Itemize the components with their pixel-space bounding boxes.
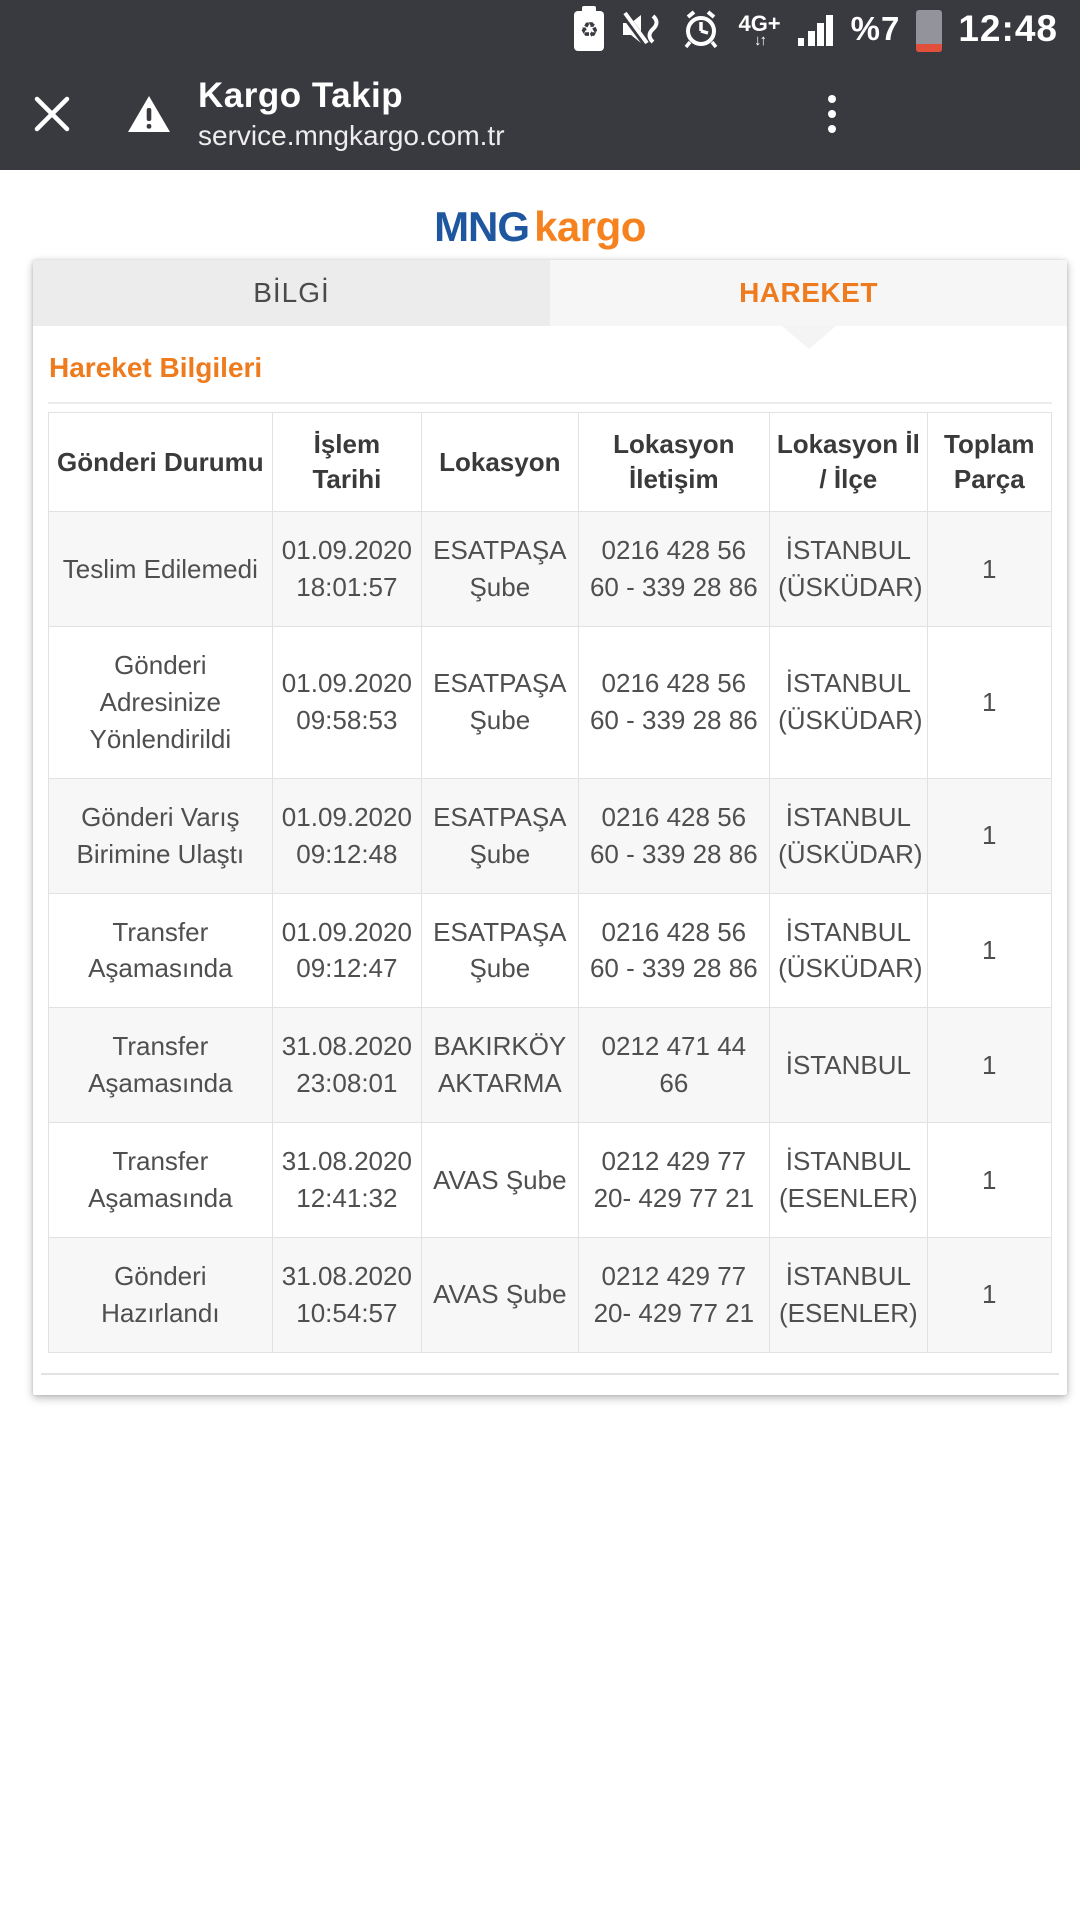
table-cell: ESATPAŞA Şube — [422, 778, 578, 893]
overflow-menu-icon[interactable] — [822, 89, 842, 139]
table-cell: 1 — [927, 778, 1051, 893]
tab-bilgi[interactable]: BİLGİ — [33, 260, 550, 326]
table-cell: Gönderi Adresinize Yönlendirildi — [49, 627, 273, 779]
table-cell: İSTANBUL — [770, 1008, 927, 1123]
table-cell: Gönderi Hazırlandı — [49, 1237, 273, 1352]
table-cell: 31.08.2020 23:08:01 — [272, 1008, 421, 1123]
table-cell: 0216 428 56 60 - 339 28 86 — [578, 893, 770, 1008]
table-cell: 31.08.2020 10:54:57 — [272, 1237, 421, 1352]
table-cell: İSTANBUL (ESENLER) — [770, 1123, 927, 1238]
logo-kargo: kargo — [534, 203, 646, 250]
table-cell: 0212 429 77 20- 429 77 21 — [578, 1237, 770, 1352]
table-cell: Teslim Edilemedi — [49, 512, 273, 627]
table-cell: 1 — [927, 627, 1051, 779]
table-cell: 0212 429 77 20- 429 77 21 — [578, 1123, 770, 1238]
battery-saver-icon — [574, 11, 604, 51]
table-cell: ESATPAŞA Şube — [422, 627, 578, 779]
table-cell: BAKIRKÖY AKTARMA — [422, 1008, 578, 1123]
table-cell: 0212 471 44 66 — [578, 1008, 770, 1123]
webpage — [0, 170, 1080, 1395]
table-row — [49, 1008, 1052, 1123]
table-cell: 1 — [927, 1237, 1051, 1352]
battery-low-level — [916, 44, 942, 52]
page-title: Kargo Takip — [198, 76, 404, 115]
alarm-icon — [680, 8, 722, 50]
column-header: Toplam Parça — [927, 413, 1051, 512]
security-warning-icon — [126, 93, 172, 135]
header-titles — [198, 76, 505, 152]
network-4g-plus — [738, 10, 781, 49]
network-type-label: 4G+ — [738, 10, 781, 36]
column-header: Lokasyon İl / İlçe — [770, 413, 927, 512]
table-row — [49, 1123, 1052, 1238]
movements-table — [48, 412, 1052, 1353]
column-header: Gönderi Durumu — [49, 413, 273, 512]
table-cell: 01.09.2020 09:12:48 — [272, 778, 421, 893]
table-cell: 01.09.2020 18:01:57 — [272, 512, 421, 627]
mng-kargo-logo — [434, 203, 646, 250]
table-cell: 0216 428 56 60 - 339 28 86 — [578, 778, 770, 893]
column-header: Lokasyon İletişim — [578, 413, 770, 512]
active-tab-notch — [782, 326, 836, 349]
tab-hareket[interactable]: HAREKET — [550, 260, 1067, 326]
table-cell: 1 — [927, 512, 1051, 627]
signal-bars-icon — [797, 10, 835, 48]
table-cell: İSTANBUL (ÜSKÜDAR) — [770, 627, 927, 779]
table-cell: Gönderi Varış Birimine Ulaştı — [49, 778, 273, 893]
tracking-card — [33, 260, 1067, 1395]
table-row — [49, 627, 1052, 779]
status-bar — [0, 0, 1080, 58]
table-cell: 01.09.2020 09:58:53 — [272, 627, 421, 779]
logo-mng: MNG — [434, 203, 530, 250]
section-title: Hareket Bilgileri — [49, 352, 263, 383]
section-divider — [48, 402, 1052, 404]
table-cell: 01.09.2020 09:12:47 — [272, 893, 421, 1008]
table-cell: ESATPAŞA Şube — [422, 512, 578, 627]
browser-header — [0, 58, 1080, 170]
battery-saver-glyph: ♻ — [580, 19, 599, 42]
table-cell: ESATPAŞA Şube — [422, 893, 578, 1008]
table-row — [49, 778, 1052, 893]
table-cell: 0216 428 56 60 - 339 28 86 — [578, 627, 770, 779]
close-icon[interactable] — [28, 90, 76, 138]
table-cell: 1 — [927, 1123, 1051, 1238]
bottom-divider — [41, 1373, 1059, 1375]
table-row — [49, 1237, 1052, 1352]
table-cell: 31.08.2020 12:41:32 — [272, 1123, 421, 1238]
table-cell: İSTANBUL (ÜSKÜDAR) — [770, 778, 927, 893]
battery-percent-label: %7 — [850, 10, 901, 47]
page-url: service.mngkargo.com.tr — [198, 120, 505, 151]
table-cell: Transfer Aşamasında — [49, 1008, 273, 1123]
column-header: Lokasyon — [422, 413, 578, 512]
table-cell: İSTANBUL (ÜSKÜDAR) — [770, 893, 927, 1008]
mute-vibrate-icon — [620, 9, 664, 49]
tab-bar — [33, 260, 1067, 326]
table-row — [49, 893, 1052, 1008]
table-row — [49, 512, 1052, 627]
table-cell: 1 — [927, 893, 1051, 1008]
table-cell: Transfer Aşamasında — [49, 893, 273, 1008]
column-header: İşlem Tarihi — [272, 413, 421, 512]
table-cell: İSTANBUL (ÜSKÜDAR) — [770, 512, 927, 627]
table-cell: AVAS Şube — [422, 1237, 578, 1352]
table-cell: AVAS Şube — [422, 1123, 578, 1238]
status-time: 12:48 — [958, 8, 1058, 49]
table-cell: İSTANBUL (ESENLER) — [770, 1237, 927, 1352]
table-cell: 0216 428 56 60 - 339 28 86 — [578, 512, 770, 627]
battery-low-icon — [916, 10, 942, 52]
table-cell: Transfer Aşamasında — [49, 1123, 273, 1238]
network-activity-arrows: ↓↑ — [754, 31, 766, 49]
table-cell: 1 — [927, 1008, 1051, 1123]
